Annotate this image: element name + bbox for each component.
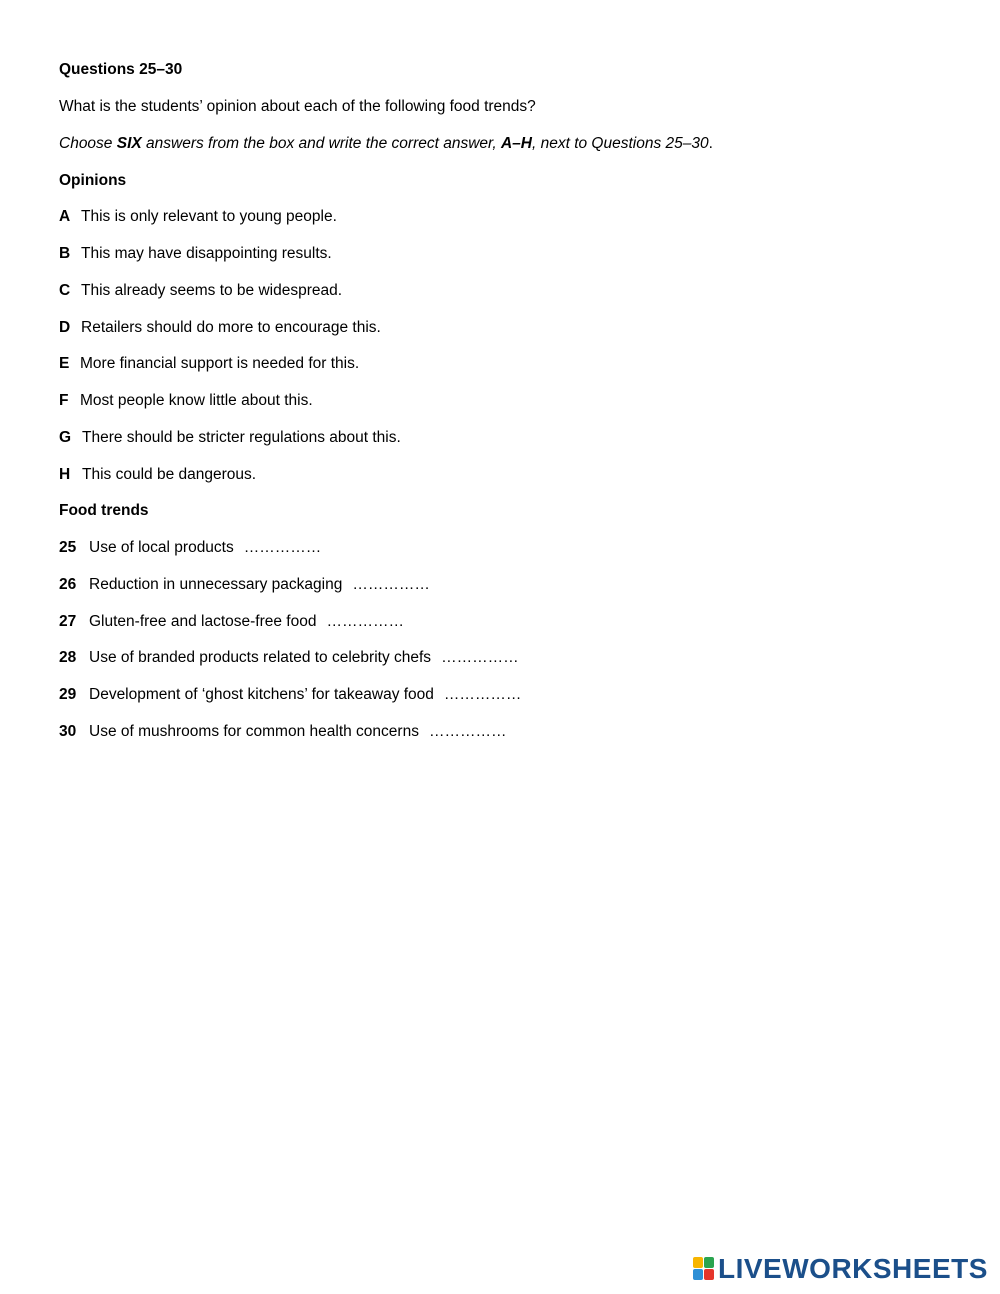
trend-item bbox=[59, 538, 321, 558]
opinion-letter: E bbox=[59, 355, 70, 372]
opinion-text: Most people know little about this. bbox=[80, 392, 313, 409]
opinion-item bbox=[59, 354, 359, 374]
opinion-letter: G bbox=[59, 429, 72, 446]
opinion-item bbox=[59, 207, 337, 227]
opinion-letter: F bbox=[59, 392, 69, 409]
liveworksheets-logo-text: LIVEWORKSHEETS bbox=[718, 1253, 988, 1284]
answer-blank[interactable]: …………… bbox=[441, 649, 519, 666]
instruction-bold-six: SIX bbox=[116, 135, 142, 152]
instruction-part2: answers from the box and write the correct answer, bbox=[141, 135, 501, 152]
opinion-item bbox=[59, 465, 256, 485]
opinion-text: This is only relevant to young people. bbox=[81, 208, 337, 225]
opinion-text: More financial support is needed for this. bbox=[80, 355, 360, 372]
answer-blank[interactable]: …………… bbox=[443, 686, 522, 703]
opinion-letter: A bbox=[59, 208, 71, 225]
opinion-text: There should be stricter regulations about this. bbox=[82, 429, 401, 446]
food-trends-heading: Food trends bbox=[59, 502, 149, 519]
trend-number: 29 bbox=[59, 686, 77, 703]
answer-blank[interactable]: …………… bbox=[352, 576, 430, 593]
trend-number: 28 bbox=[59, 649, 77, 666]
instruction-part4: . bbox=[708, 135, 713, 152]
opinion-letter: C bbox=[59, 282, 71, 299]
questions-heading: Questions 25–30 bbox=[59, 61, 183, 78]
instruction-text bbox=[59, 134, 713, 154]
trend-item bbox=[59, 648, 519, 668]
trend-text: Gluten-free and lactose-free food bbox=[89, 613, 317, 630]
trend-item bbox=[59, 612, 404, 632]
instruction-part3: , next to Questions 25–30 bbox=[531, 135, 709, 152]
opinion-item bbox=[59, 428, 401, 448]
opinion-letter: D bbox=[59, 319, 71, 336]
trend-number: 27 bbox=[59, 613, 77, 630]
trend-text: Use of mushrooms for common health concerns bbox=[89, 723, 419, 740]
opinion-text: This could be dangerous. bbox=[82, 466, 257, 483]
trend-number: 26 bbox=[59, 576, 77, 593]
opinion-item bbox=[59, 281, 342, 301]
answer-blank[interactable]: …………… bbox=[428, 723, 507, 740]
answer-blank[interactable]: …………… bbox=[326, 613, 404, 630]
trend-text: Development of ‘ghost kitchens’ for takeaway food bbox=[89, 686, 434, 703]
trend-text: Use of branded products related to celebrity chefs bbox=[89, 649, 432, 666]
opinion-text: This already seems to be widespread. bbox=[81, 282, 343, 299]
opinion-text: This may have disappointing results. bbox=[81, 245, 332, 262]
opinion-item bbox=[59, 318, 381, 338]
trend-number: 30 bbox=[59, 723, 77, 740]
trend-text: Reduction in unnecessary packaging bbox=[89, 576, 343, 593]
trend-item bbox=[59, 685, 521, 705]
worksheet-page bbox=[59, 0, 959, 1294]
opinion-item bbox=[59, 391, 313, 411]
opinion-letter: H bbox=[59, 466, 71, 483]
trend-item bbox=[59, 722, 506, 742]
trend-text: Use of local products bbox=[89, 539, 234, 556]
opinion-item bbox=[59, 244, 332, 264]
liveworksheets-logo bbox=[693, 1254, 988, 1284]
opinions-heading: Opinions bbox=[59, 172, 127, 189]
trend-item bbox=[59, 575, 430, 595]
instruction-part1: Choose bbox=[59, 135, 117, 152]
instruction-bold-range: A–H bbox=[500, 135, 532, 152]
opinion-letter: B bbox=[59, 245, 71, 262]
trend-number: 25 bbox=[59, 539, 77, 556]
liveworksheets-logo-icon bbox=[693, 1257, 715, 1281]
opinion-text: Retailers should do more to encourage this. bbox=[81, 319, 381, 336]
answer-blank[interactable]: …………… bbox=[243, 539, 322, 556]
question-text: What is the students’ opinion about each of the following food trends? bbox=[59, 98, 536, 115]
